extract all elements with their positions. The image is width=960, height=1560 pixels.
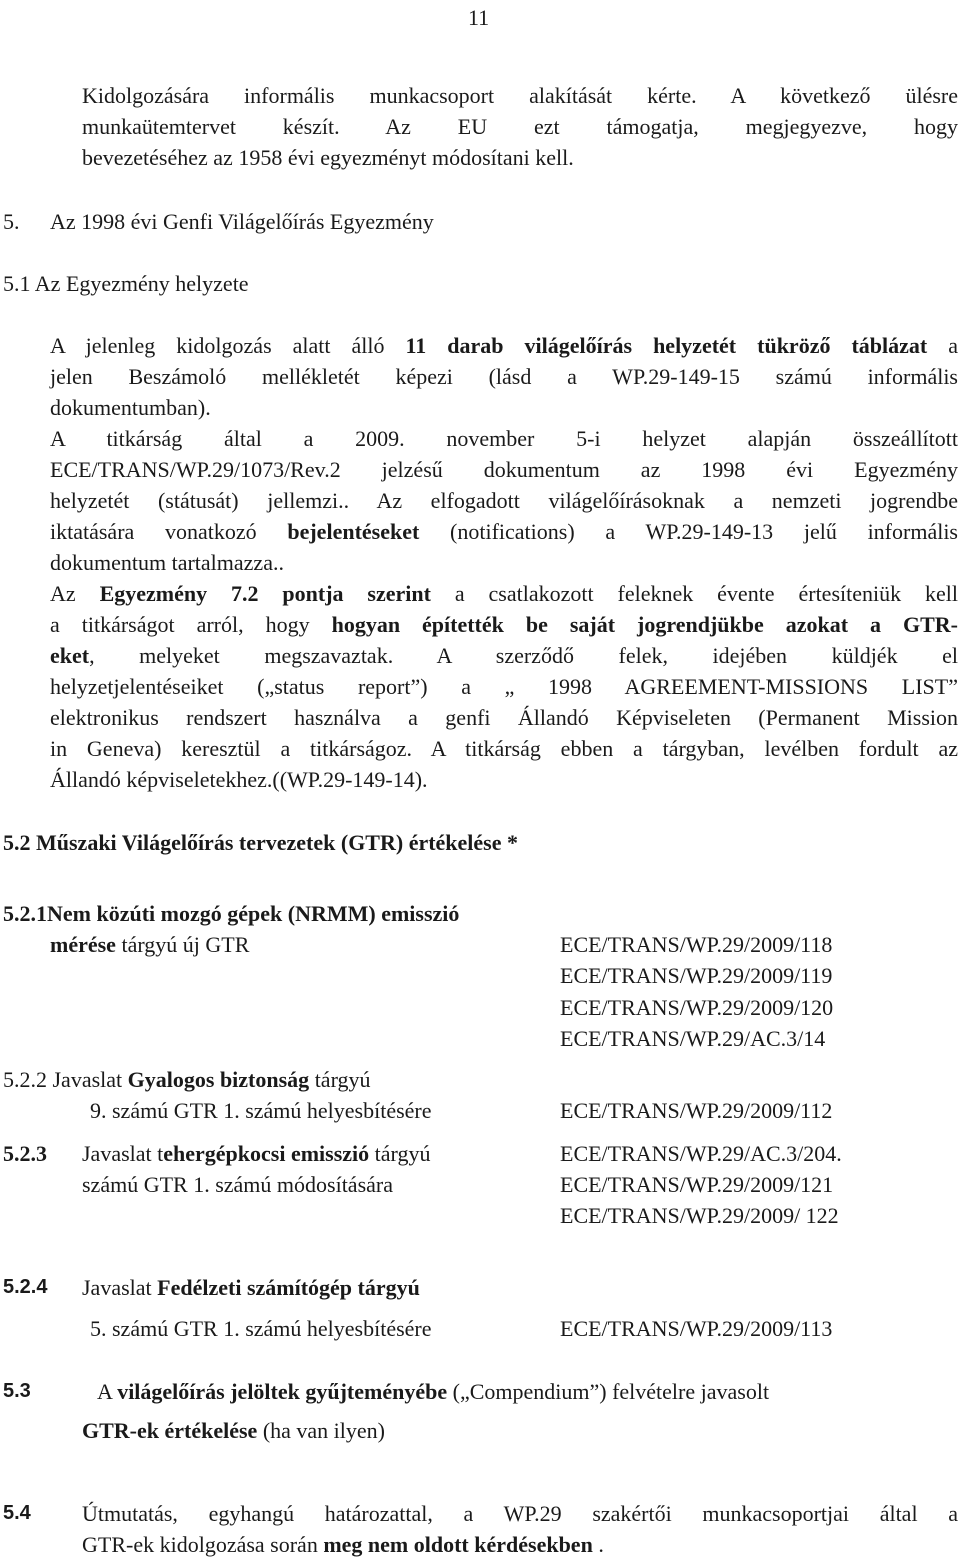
section-5-2-4-subtitle: 5. számú GTR 1. számú helyesbítésére — [90, 1316, 432, 1341]
doc-ref-5-2-3-a: ECE/TRANS/WP.29/AC.3/204. — [560, 1141, 842, 1166]
doc-ref-5-2-1-d: ECE/TRANS/WP.29/AC.3/14 — [560, 1026, 826, 1051]
p2-line-5: dokumentum tartalmazza.. — [50, 550, 284, 575]
s54-line-2: GTR-ek kidolgozása során meg nem oldott kérdésekben . — [82, 1532, 604, 1557]
section-5-number: 5. — [3, 209, 20, 234]
p1-line-3: dokumentumban). — [50, 395, 211, 420]
doc-ref-5-2-3-b: ECE/TRANS/WP.29/2009/121 — [560, 1172, 834, 1197]
doc-ref-5-2-1-c: ECE/TRANS/WP.29/2009/120 — [560, 995, 834, 1020]
s54-line-1: Útmutatás, egyhangú határozattal, a WP.29 szakértői munkacsoportjai által a — [82, 1501, 958, 1526]
section-5-2-4-number: 5.2.4 — [3, 1276, 48, 1298]
doc-ref-5-2-1-a: ECE/TRANS/WP.29/2009/118 — [560, 932, 833, 957]
p3-line-4: helyzetjelentéseiket („status report”) a „ 1998 AGREEMENT-MISSIONS LIST” — [50, 674, 958, 699]
p2-line-4: iktatására vonatkozó bejelentéseket (notifications) a WP.29-149-13 jelű informális — [50, 519, 958, 544]
intro-line-3: bevezetéséhez az 1958 évi egyezményt módosítani kell. — [82, 145, 574, 170]
p3-line-1: Az Egyezmény 7.2 pontja szerint a csatlakozott feleknek évente értesíteniük kell — [50, 581, 958, 606]
page-number: 11 — [468, 5, 490, 30]
p3-line-3: eket, melyeket megszavaztak. A szerződő felek, idejében küldjék el — [50, 643, 958, 668]
section-5-2-2-subtitle: 9. számú GTR 1. számú helyesbítésére — [90, 1098, 432, 1123]
doc-ref-5-2-2: ECE/TRANS/WP.29/2009/112 — [560, 1098, 833, 1123]
p2-line-3: helyzetét (státusát) jellemzi.. Az elfogadott világelőírásoknak a nemzeti jogrendbe — [50, 488, 958, 513]
section-5-4-text — [82, 1498, 958, 1560]
section-5-1-paragraph-2 — [50, 423, 958, 578]
section-5-2-3-subtitle: számú GTR 1. számú módosítására — [82, 1172, 393, 1197]
doc-ref-5-2-4: ECE/TRANS/WP.29/2009/113 — [560, 1316, 833, 1341]
p1-line-1: A jelenleg kidolgozás alatt álló 11 darab világelőírás helyzetét tükröző táblázat a — [50, 333, 959, 358]
p2-line-1: A titkárság által a 2009. november 5-i helyzet alapján összeállított — [50, 426, 958, 451]
doc-ref-5-2-1-b: ECE/TRANS/WP.29/2009/119 — [560, 963, 833, 988]
p1-line-2: jelen Beszámoló mellékletét képezi (lásd a WP.29-149-15 számú informális — [50, 364, 958, 389]
section-5-2-3-number: 5.2.3 — [3, 1141, 47, 1166]
intro-line-2: munkaütemtervet készít. Az EU ezt támogatja, megjegyezve, hogy — [82, 114, 958, 139]
intro-paragraph — [82, 80, 958, 173]
section-5-1-paragraph-1 — [50, 330, 958, 423]
section-5-2-heading: 5.2 Műszaki Világelőírás tervezetek (GTR) értékelése * — [3, 830, 519, 855]
section-5-2-1-subtitle: mérése tárgyú új GTR — [50, 932, 250, 957]
doc-ref-5-2-3-c: ECE/TRANS/WP.29/2009/ 122 — [560, 1203, 839, 1228]
section-5-4-number: 5.4 — [3, 1502, 31, 1524]
section-5-3-number: 5.3 — [3, 1380, 31, 1402]
section-5-1-paragraph-3 — [50, 578, 958, 795]
section-5-2-1-title: 5.2.1Nem közúti mozgó gépek (NRMM) emisszió — [3, 901, 460, 926]
p2-line-2: ECE/TRANS/WP.29/1073/Rev.2 jelzésű dokumentum az 1998 évi Egyezmény — [50, 457, 958, 482]
p3-line-7: Állandó képviseletekhez.((WP.29-149-14). — [50, 767, 428, 792]
section-5-1-heading: 5.1 Az Egyezmény helyzete — [3, 271, 249, 296]
section-5-2-4-title: Javaslat Fedélzeti számítógép tárgyú — [82, 1275, 420, 1300]
p3-line-6: in Geneva) keresztül a titkárságoz. A titkárság ebben a tárgyban, levélben fordult az — [50, 736, 958, 761]
section-5-2-3-title: Javaslat tehergépkocsi emisszió tárgyú — [82, 1141, 431, 1166]
p3-line-5: elektronikus rendszert használva a genfi Állandó Képviseleten (Permanent Mission — [50, 705, 958, 730]
section-5-title: Az 1998 évi Genfi Világelőírás Egyezmény — [50, 209, 434, 234]
p3-line-2: a titkárságot arról, hogy hogyan építették be saját jogrendjükbe azokat a GTR- — [50, 612, 959, 637]
section-5-3-subtitle: GTR-ek értékelése (ha van ilyen) — [82, 1418, 385, 1443]
section-5-2-2-title: 5.2.2 Javaslat Gyalogos biztonság tárgyú — [3, 1067, 371, 1092]
intro-line-1: Kidolgozására informális munkacsoport alakítását kérte. A következő ülésre — [82, 83, 958, 108]
section-5-3-title: A világelőírás jelöltek gyűjteményébe („Compendium”) felvételre javasolt — [97, 1379, 770, 1404]
